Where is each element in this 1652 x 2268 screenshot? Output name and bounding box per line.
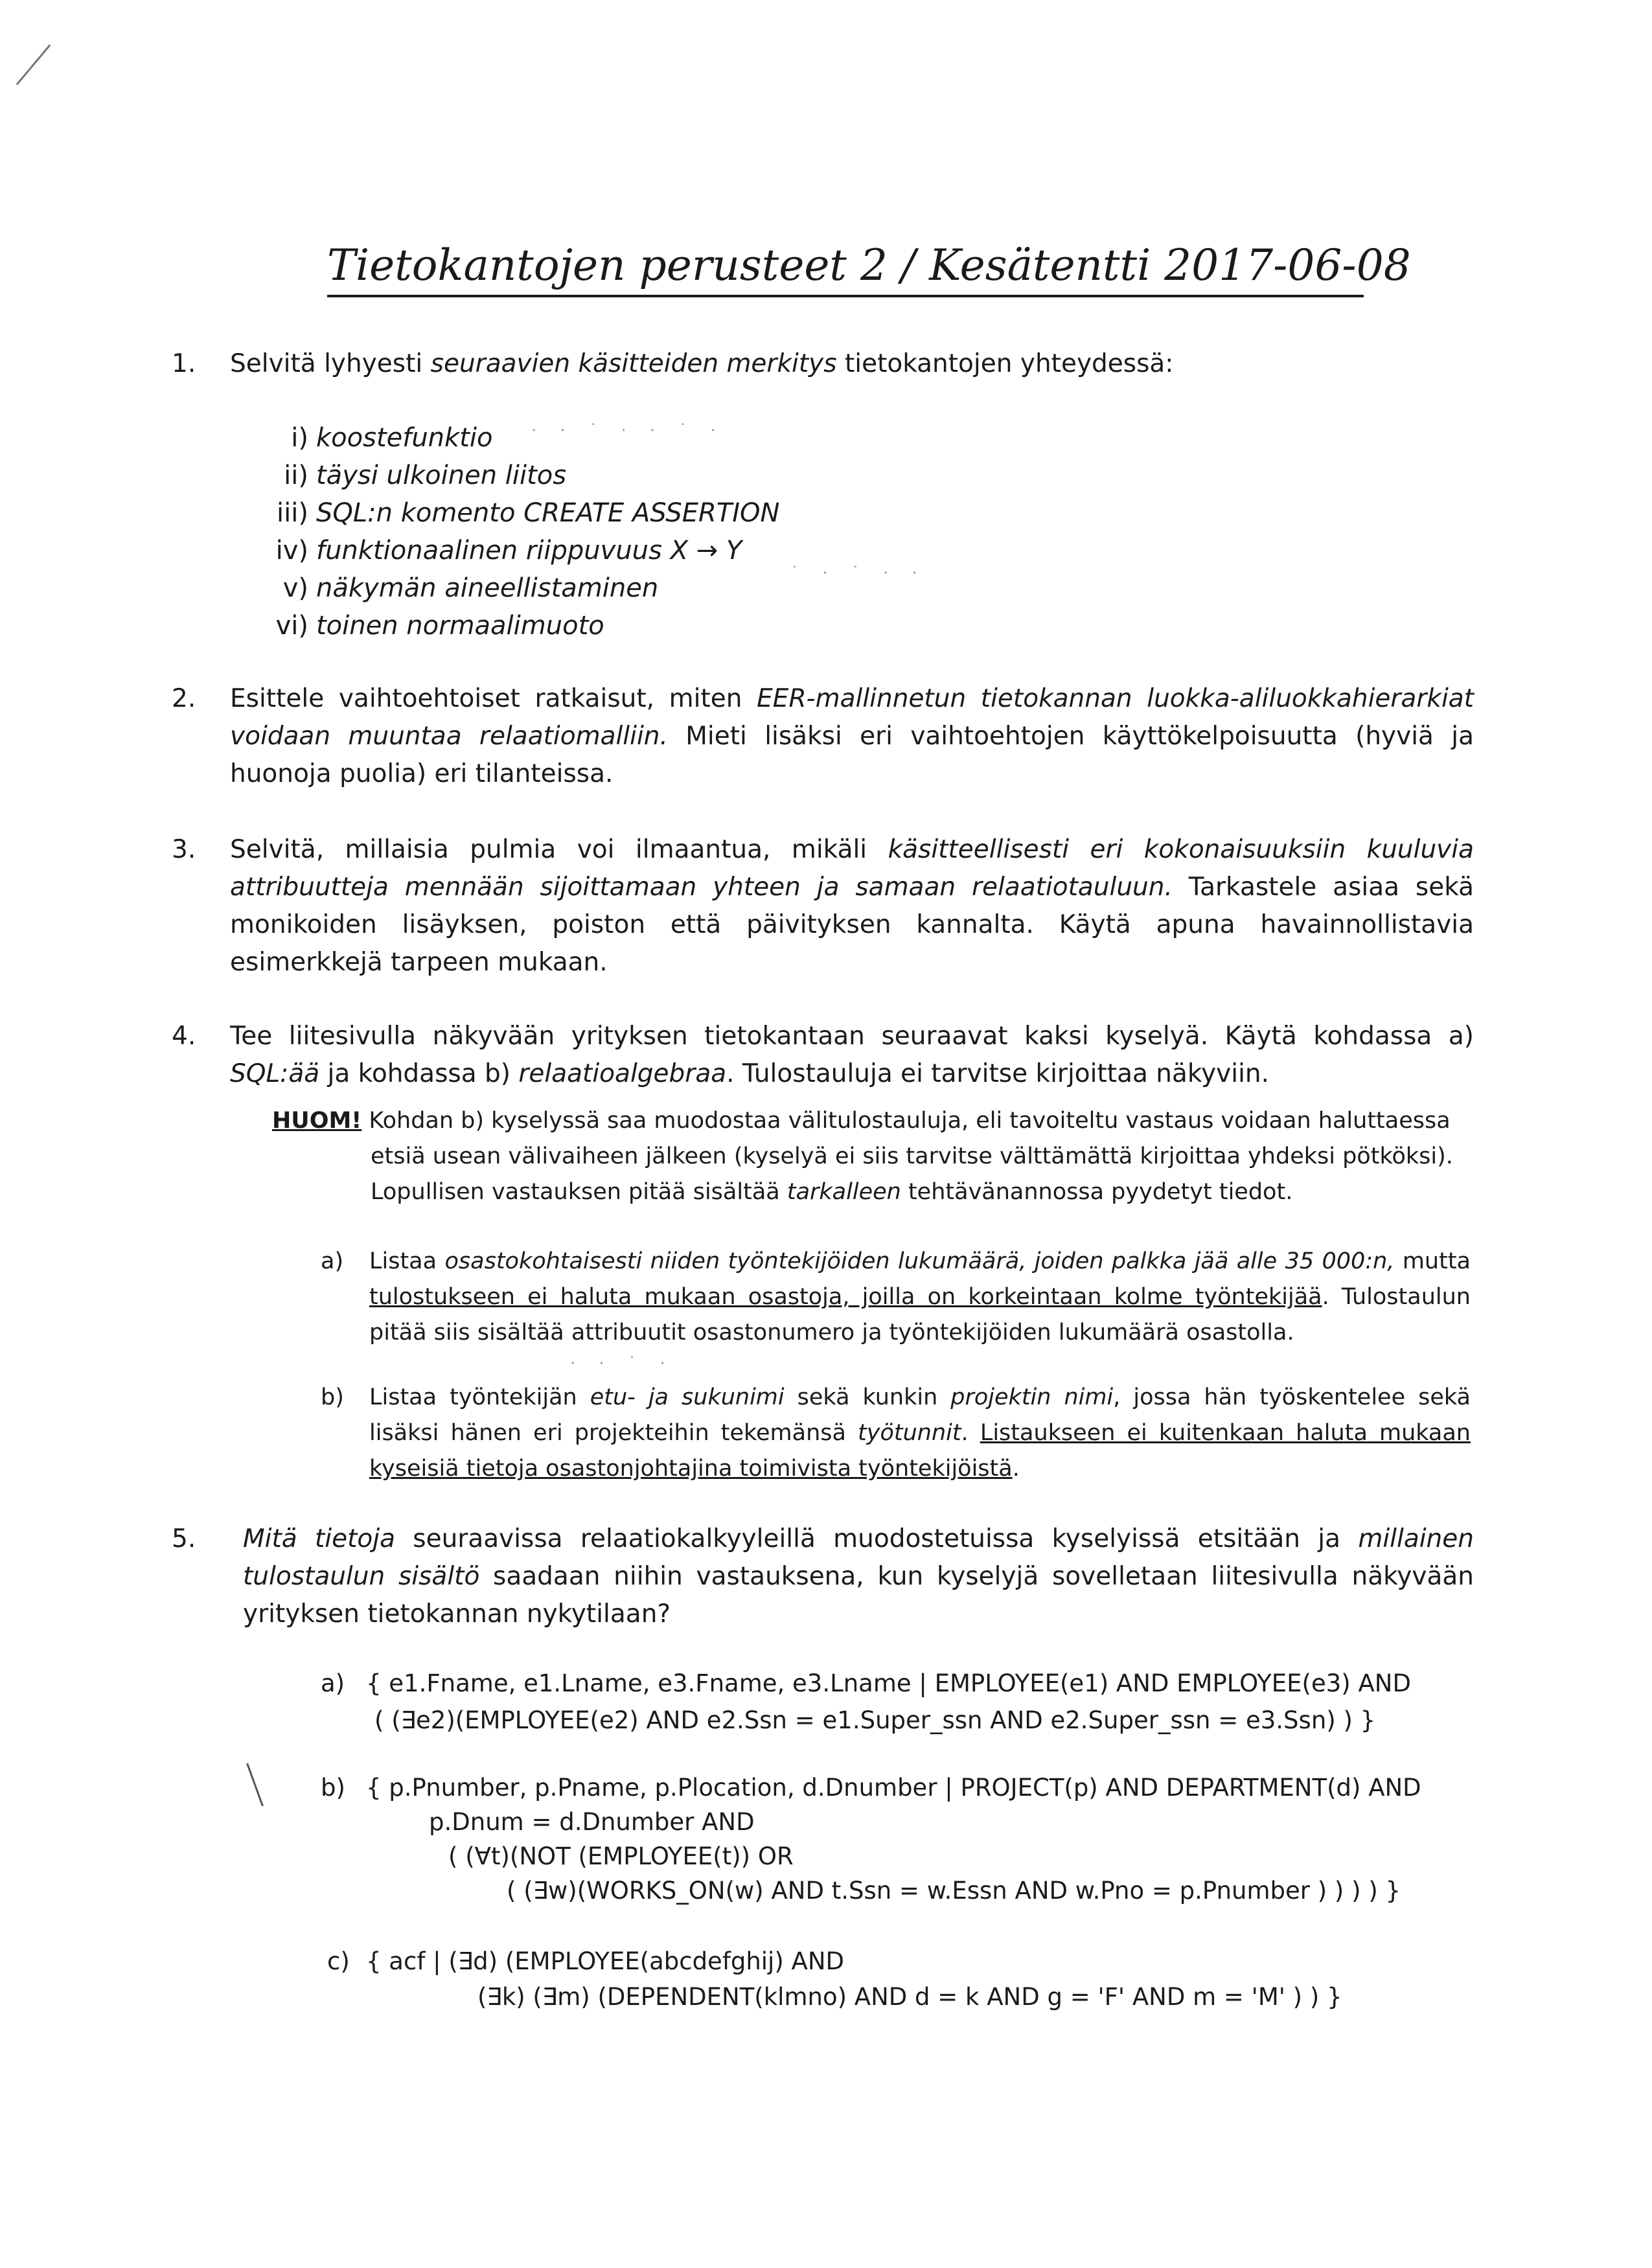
subquestion-label: b) [321, 1774, 345, 1802]
question-emphasis: seuraavien käsitteiden merkitys [430, 349, 837, 378]
page-title: Tietokantojen perusteet 2 / Kesätentti 2017-06-08 [327, 236, 1364, 297]
calculus-expression-line: { p.Pnumber, p.Pname, p.Plocation, d.Dnumber | PROJECT(p) AND DEPARTMENT(d) AND [366, 1774, 1421, 1802]
scan-noise: · · ˙ · [570, 1354, 674, 1373]
question-number: 5. [172, 1524, 196, 1553]
calculus-expression-line: ( (∀t)(NOT (EMPLOYEE(t)) OR [448, 1842, 794, 1870]
question-number: 2. [172, 684, 196, 713]
scan-artifact [246, 1763, 264, 1807]
question-number: 4. [172, 1022, 196, 1051]
question-5: 5. Mitä tietoja seuraavissa relaatiokalkyyleillä muodostetuissa kyselyissä etsitään ja millainen tulostaulun sisältö saadaan niihin vastauksena, kun kyselyjä sovelletaan liitesivulla näkyvään yrityksen tietokannan nykytilaan? [243, 1520, 1474, 1633]
calculus-expression-line: ( (∃w)(WORKS_ON(w) AND t.Ssn = w.Essn AND w.Pno = p.Pnumber ) ) ) ) } [507, 1877, 1401, 1905]
list-item: v) näkymän aineellistaminen [282, 573, 659, 603]
question-3: 3. Selvitä, millaisia pulmia voi ilmaantua, mikäli käsitteellisesti eri kokonaisuuksiin kuuluvia attribuutteja mennään sijoittamaan yhteen ja samaan relaatiotauluun. Tarkastele asiaa sekä monikoiden lisäyksen, poiston että päivityksen kannalta. Käytä apuna havainnollistavia esimerkkejä tarpeen mukaan. [230, 831, 1474, 981]
question-text: Selvitä lyhyesti [230, 349, 431, 378]
subquestion-label: a) [321, 1669, 345, 1697]
subquestion-label: a) [321, 1248, 344, 1274]
calculus-expression-line: { acf | (∃d) (EMPLOYEE(abcdefghij) AND [366, 1947, 845, 1975]
subquestion-label: c) [327, 1947, 350, 1975]
calculus-expression-line: (∃k) (∃m) (DEPENDENT(klmno) AND d = k AND g = 'F' AND m = 'M' ) ) } [477, 1983, 1342, 2011]
calculus-expression-line: ( (∃e2)(EMPLOYEE(e2) AND e2.Ssn = e1.Super_ssn AND e2.Super_ssn = e3.Ssn) ) } [374, 1706, 1376, 1734]
question-number: 3. [172, 835, 196, 864]
question-4: 4. Tee liitesivulla näkyvään yrityksen tietokantaan seuraavat kaksi kyselyä. Käytä kohdassa a) SQL:ää ja kohdassa b) relaatioalgebraa. Tulostauluja ei tarvitse kirjoittaa näkyviin. [230, 1018, 1474, 1093]
scan-noise: · · ˙ · · ˙ · [531, 421, 725, 441]
calculus-expression-line: p.Dnum = d.Dnumber AND [429, 1808, 755, 1836]
scan-artifact [16, 44, 51, 85]
list-item: vi) toinen normaalimuoto [275, 611, 604, 641]
subquestion-label: b) [321, 1384, 344, 1410]
question-1 [172, 345, 1474, 383]
list-item: iii) SQL:n komento CREATE ASSERTION [277, 498, 780, 528]
question-text: tietokantojen yhteydessä: [836, 349, 1174, 378]
scan-noise: ˙ · ˙ · · [790, 564, 926, 583]
question-2: 2. Esittele vaihtoehtoiset ratkaisut, miten EER-mallinnetun tietokannan luokka-aliluokkahierarkiat voidaan muuntaa relaatiomalliin. Mieti lisäksi eri vaihtoehtojen käyttökelpoisuutta (hyviä ja huonoja puolia) eri tilanteissa. [230, 680, 1474, 793]
question-4b: b) Listaa työntekijän etu- ja sukunimi sekä kunkin projektin nimi, jossa hän työskentelee sekä lisäksi hänen eri projekteihin tekemänsä työtunnit. Listaukseen ei kuitenkaan haluta mukaan kyseisiä tietoja osastonjohtajina toimivista työntekijöistä. [369, 1380, 1471, 1487]
list-item: iv) funktionaalinen riippuvuus X → Y [275, 536, 742, 566]
note-label: HUOM! [272, 1108, 362, 1134]
question-number: 1. [172, 349, 196, 378]
list-item: i) koostefunktio [291, 423, 493, 453]
list-item: ii) täysi ulkoinen liitos [284, 461, 567, 490]
note-block: HUOM! Kohdan b) kyselyssä saa muodostaa välitulostauluja, eli tavoiteltu vastaus voidaan haluttaessa etsiä usean välivaiheen jälkeen (kyselyä ei siis tarvitse välttämättä kirjoittaa yhdeksi pötköksi). Lopullisen vastauksen pitää sisältää tarkalleen tehtävänannossa pyydetyt tiedot. [272, 1108, 1453, 1205]
calculus-expression-line: { e1.Fname, e1.Lname, e3.Fname, e3.Lname | EMPLOYEE(e1) AND EMPLOYEE(e3) AND [366, 1669, 1411, 1697]
question-4a: a) Listaa osastokohtaisesti niiden työntekijöiden lukumäärä, joiden palkka jää alle 35 000:n, mutta tulostukseen ei haluta mukaan osastoja, joilla on korkeintaan kolme työntekijää. Tulostaulun pitää siis sisältää attribuutit osastonumero ja työntekijöiden lukumäärä osastolla. [369, 1244, 1471, 1351]
